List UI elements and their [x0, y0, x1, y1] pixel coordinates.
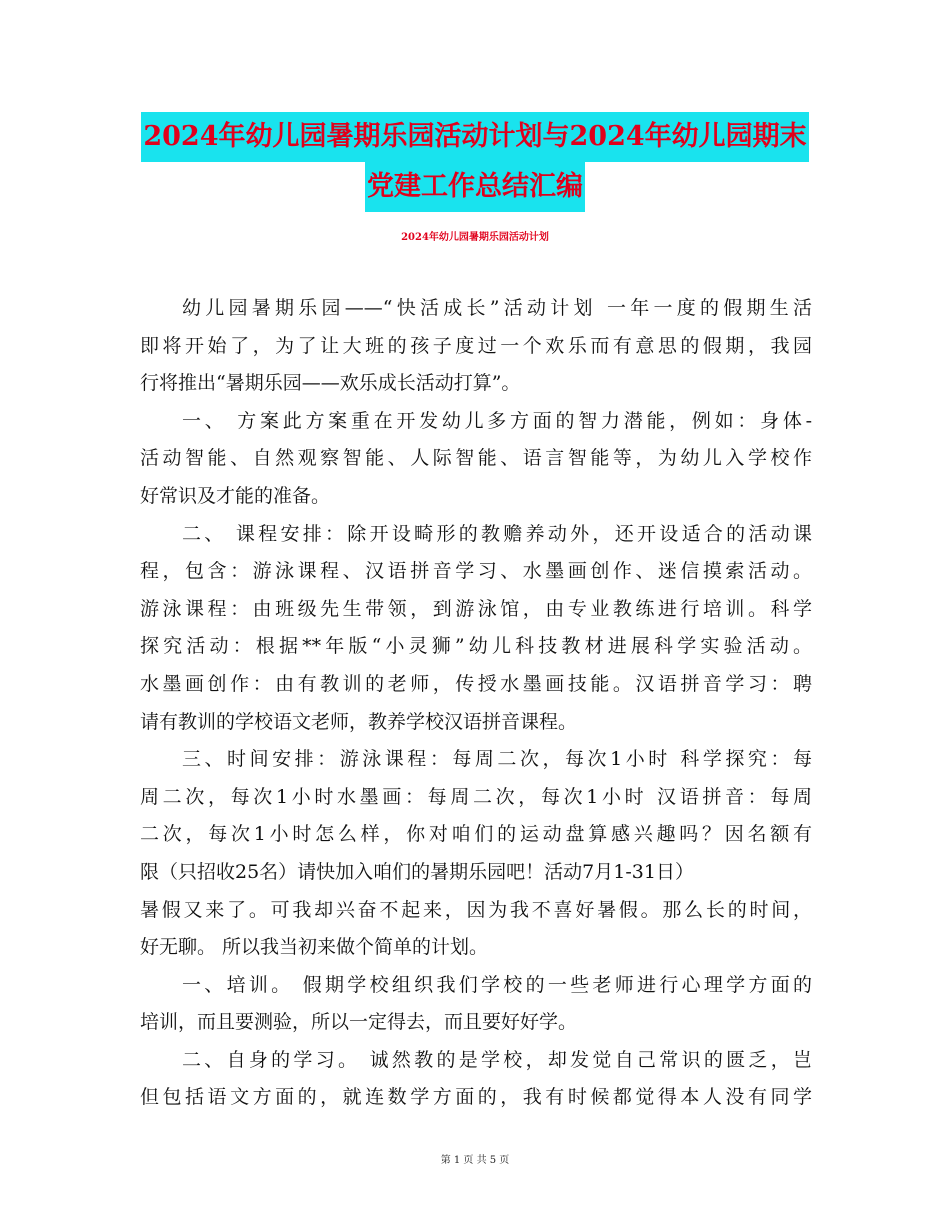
title-line-1: 2024年幼儿园暑期乐园活动计划与2024年幼儿园期末 [141, 112, 808, 162]
body-text [140, 290, 812, 1117]
body-line: 行将推出“暑期乐园——欢乐成长活动打算”。 [140, 372, 521, 395]
body-line: 周二次，每次1小时水墨画：每周二次，每次1小时 汉语拼音：每周 [140, 785, 812, 808]
body-line: 二次，每次1小时怎么样，你对咱们的运动盘算感兴趣吗？因名额有 [140, 823, 812, 846]
page-footer: 第 1 页 共 5 页 [440, 1155, 510, 1166]
body-line: 一、 方案此方案重在开发幼儿多方面的智力潜能，例如：身体- [182, 409, 812, 432]
document-title [0, 112, 950, 212]
body-line: 请有教训的学校语文老师，教养学校汉语拼音课程。 [140, 710, 578, 733]
body-line: 二、 课程安排：除开设畸形的教赡养动外，还开设适合的活动课 [182, 522, 812, 545]
body-line: 二、自身的学习。 诚然教的是学校，却发觉自己常识的匮乏，岂 [182, 1048, 812, 1071]
body-line: 好常识及才能的准备。 [140, 484, 331, 507]
body-line: 但包括语文方面的，就连数学方面的，我有时候都觉得本人没有同学 [140, 1086, 812, 1109]
title-line-2: 党建工作总结汇编 [365, 162, 585, 212]
body-line: 三、时间安排：游泳课程：每周二次，每次1小时 科学探究：每 [182, 748, 812, 771]
body-line: 暑假又来了。可我却兴奋不起来，因为我不喜好暑假。那么长的时间， [140, 898, 812, 921]
body-line: 活动智能、自然观察智能、人际智能、语言智能等，为幼儿入学校作 [140, 447, 812, 470]
body-line: 培训，而且要测验，所以一定得去，而且要好好学。 [140, 1011, 578, 1034]
body-line: 即将开始了，为了让大班的孩子度过一个欢乐而有意思的假期，我园 [140, 334, 812, 357]
body-line: 程，包含：游泳课程、汉语拼音学习、水墨画创作、迷信摸索活动。 [140, 560, 812, 583]
body-line: 游泳课程：由班级先生带领，到游泳馆，由专业教练进行培训。科学 [140, 597, 812, 620]
body-line: 水墨画创作：由有教训的老师，传授水墨画技能。汉语拼音学习：聘 [140, 672, 812, 695]
body-line: 一、培训。 假期学校组织我们学校的一些老师进行心理学方面的 [182, 973, 812, 996]
body-line: 探究活动：根据**年版“小灵狮”幼儿科技教材进展科学实验活动。 [140, 635, 812, 658]
body-line: 好无聊。 所以我当初来做个简单的计划。 [140, 936, 489, 959]
section-subtitle: 2024年幼儿园暑期乐园活动计划 [401, 232, 549, 243]
body-line: 幼儿园暑期乐园——“快活成长”活动计划 一年一度的假期生活 [182, 297, 812, 319]
body-line: 限（只招收25名）请快加入咱们的暑期乐园吧！活动7月1-31日） [140, 860, 694, 883]
